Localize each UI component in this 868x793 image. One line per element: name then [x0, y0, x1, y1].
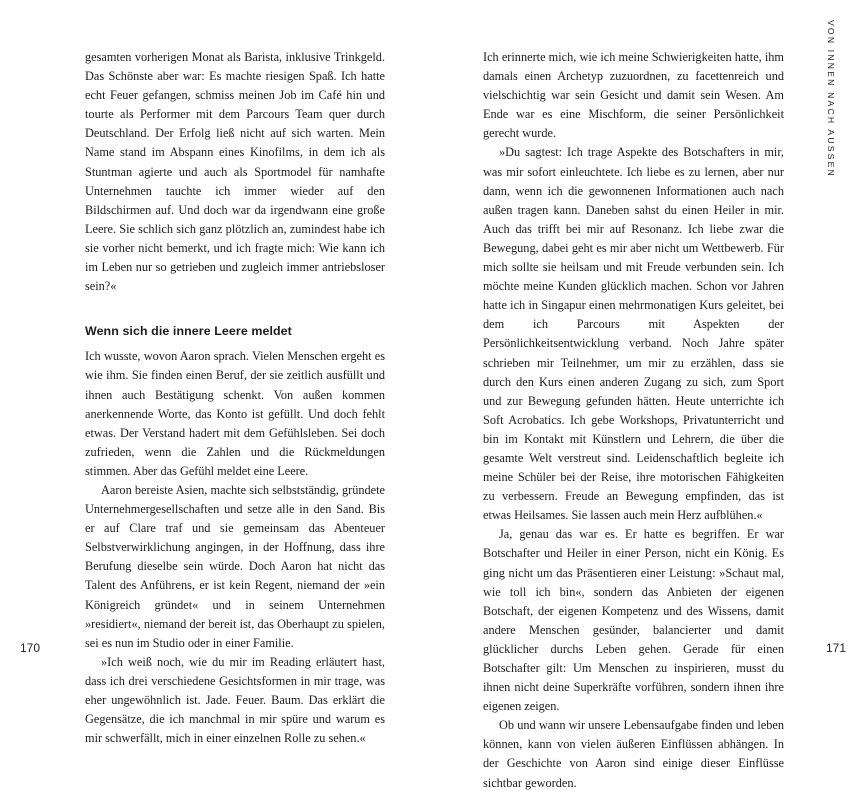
right-page — [434, 0, 868, 790]
paragraph: »Ich weiß noch, wie du mir im Reading erläutert hast, dass ich drei verschiedene Gesichtsformen in mir trage, was eher ungewöhnlich ist. Jade. Feuer. Baum. Das erklärt die Gegensätze, die ich manchmal in mir spüre und warum es mir schwerfällt, mich in einer einzelnen Rolle zu sehen.« — [85, 654, 385, 746]
paragraph: Ob und wann wir unsere Lebensaufgabe finden und leben können, kann von vielen äußeren Einflüssen abhängen. In der Geschichte von Aaron sind einige dieser Einflüsse sichtbar geworden. — [483, 718, 784, 790]
paragraph: gesamten vorherigen Monat als Barista, inklusive Trinkgeld. Das Schönste aber war: Es machte riesigen Spaß. Ich hatte echt Feuer gefangen, schmiss meinen Job im Café hin und tourte als Performer mit dem Parcours Team quer durch Deutschland. Der Erfolg ließ nicht auf sich warten. Mein Name stand im Abspann eines Kinofilms, in dem ich als Stuntman agierte und auch als Sportmodel für namhafte Unternehmen tauchte ich immer wieder auf den Bildschirmen auf. Und doch war da irgendwann eine große Leere. Sie schlich sich ganz plötzlich an, zumindest habe ich sie vorher nicht bemerkt, und ich fragte mich: Wie kann ich im Leben nur so getrieben und zugleich immer antriebsloser sein?« — [85, 50, 385, 294]
left-page — [0, 0, 434, 746]
paragraph: Ja, genau das war es. Er hatte es begriffen. Er war Botschafter und Heiler in einer Person, nicht ein König. Es ging nicht um das Präsentieren einer Leistung: »Schaut mal, wie toll ich bin«, sondern das Anbieten der eigenen Botschaft, der eigenen Kompetenz und des Wissens, damit andere Menschen gesünder, balancierter und damit glücklicher durchs Leben gehen. Gerade für einen Botschafter gilt: Um Menschen zu inspirieren, musst du ihnen nicht deine Superkräfte vorführen, sondern ihnen ihre eigenen zeigen. — [483, 527, 784, 714]
page-number: 171 — [825, 641, 846, 655]
paragraph: Ich wusste, wovon Aaron sprach. Vielen Menschen ergeht es wie ihm. Sie finden einen Beruf, der sie zeitlich ausfüllt und ihnen auch Bestätigung schenkt. Von außen kommen anerkennende Worte, das Konto ist gefüllt. Und doch fehlt etwas. Der Verstand hadert mit dem Gefühlsleben. Sei doch zufrieden, wenn die Zahlen und die Rückmeldungen stimmen. Aber das Gefühl meldet eine Leere. — [85, 349, 385, 478]
paragraph: »Du sagtest: Ich trage Aspekte des Botschafters in mir, was mir sofort einleuchtete. Ich liebe es zu lernen, aber nur dann, wenn ich die gewonnenen Informationen auch nach außen tragen kann. Daneben sahst du einen Heiler in mir. Auch das trifft bei mir auf Resonanz. Ich liebe zwar die Bewegung, dabei geht es mir aber nicht um Wettbewerb. Für mich sollte sie heilsam und mit Freude verbunden sein. Ich möchte meine Kunden glücklich machen. Schon vor Jahren hatte ich in Singapur einen mehrmonatigen Kurs geleitet, bei dem ich Parcours mit Aspekten der Persönlichkeitsentwicklung verband. Noch Jahre später schrieben mir Teilnehmer, um mir zu erzählen, dass sie durch den Kurs einen anderen Zugang zu sich, zum Sport und zur Bewegung gefunden hätten. Heute unterrichte ich Soft Acrobatics. Ich gebe Workshops, Privatunterricht und bin im Kontakt mit Künstlern und Lehrern, die über die gesamte Welt verstreut sind. Leidenschaftlich begleite ich meine Schüler bei der Reise, ihre motorischen Fähigkeiten zu verbessern. Freude an Bewegung empfinden, das ist etwas Heilsames. Sie lassen auch mein Herz aufblühen.« — [483, 145, 784, 523]
left-page-text — [85, 48, 385, 748]
paragraph: Aaron bereiste Asien, machte sich selbstständig, gründete Unternehmergesellschaften und setze alle in den Sand. Bis er auf Clare traf und sie gemeinsam das Abenteuer Selbstverwirklichung angingen, in der Hoffnung, dass ihre Berufung dieselbe sein würde. Doch Aaron hat nicht das Talent des Anführens, er ist kein Regent, niemand der »ein Königreich gründet« und in seinem Unternehmen »residiert«, niemand der bereit ist, das Oberhaupt zu spielen, sei es nun im Studio oder in einer Familie. — [85, 482, 385, 650]
page-number: 170 — [20, 641, 41, 655]
running-head: VON INNEN NACH AUSSEN — [826, 20, 836, 178]
section-heading: Wenn sich die innere Leere meldet — [85, 324, 292, 339]
paragraph: Ich erinnerte mich, wie ich meine Schwierigkeiten hatte, ihm damals einen Archetyp zuzuordnen, zu facettenreich und vielschichtig war sein Gesicht und damit sein Wesen. Am Ende war es eine Mischform, die seiner Persönlichkeit gerecht wurde. — [483, 50, 784, 141]
right-page-text — [483, 48, 784, 793]
